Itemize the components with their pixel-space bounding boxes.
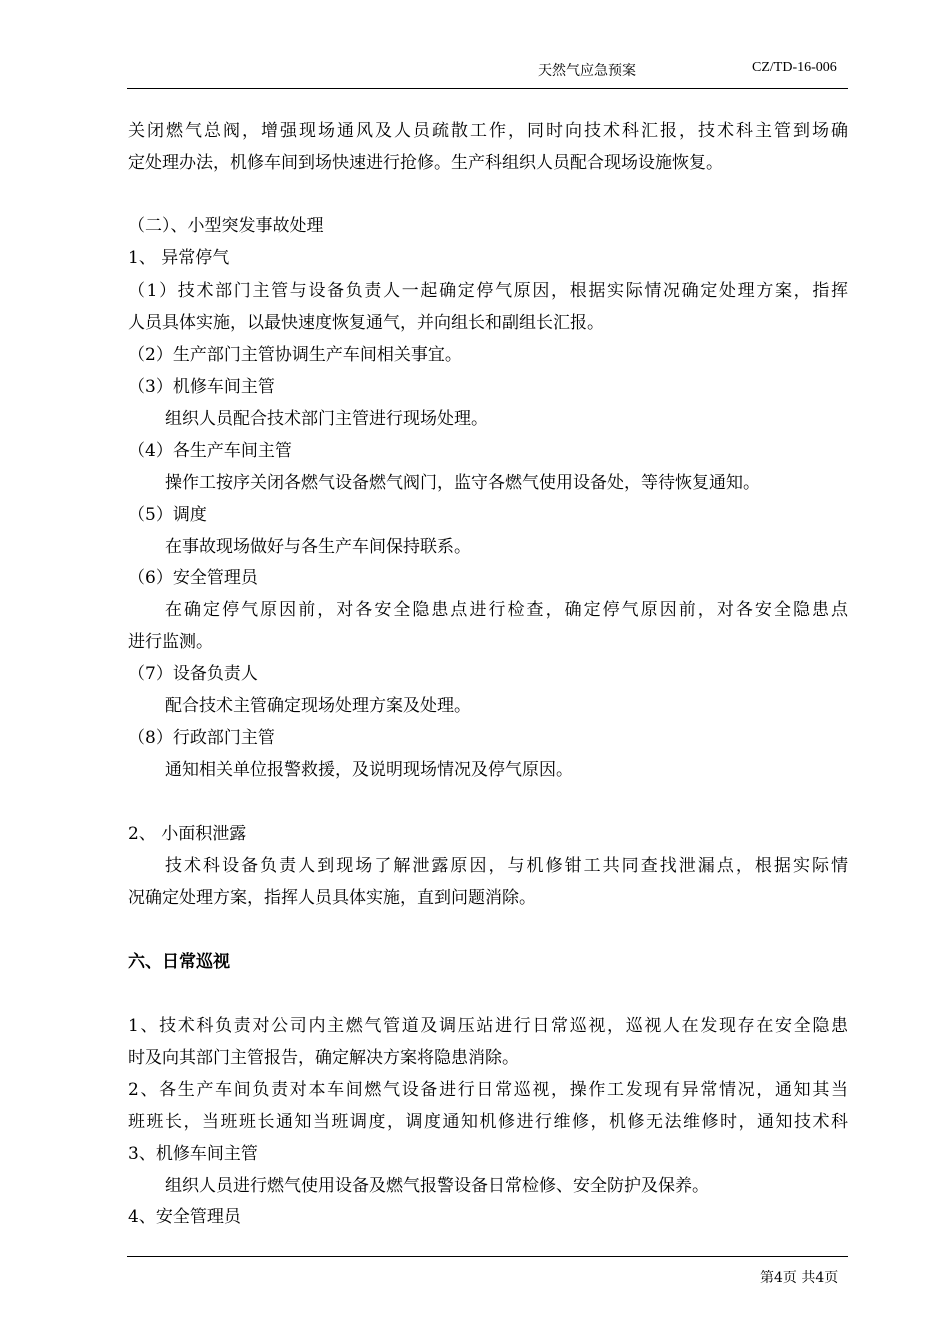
list-item: （8）行政部门主管 xyxy=(128,728,275,748)
paragraph-line: 组织人员配合技术部门主管进行现场处理。 xyxy=(165,409,488,429)
paragraph-line: 班班长，当班班长通知当班调度，调度通知机修进行维修，机修无法维修时，通知技术科 xyxy=(128,1112,848,1132)
list-item: 2、各生产车间负责对本车间燃气设备进行日常巡视，操作工发现有异常情况，通知其当 xyxy=(128,1080,848,1100)
list-item: （3）机修车间主管 xyxy=(128,377,275,397)
paragraph-line: 组织人员进行燃气使用设备及燃气报警设备日常检修、安全防护及保养。 xyxy=(165,1176,709,1196)
paragraph-line: 操作工按序关闭各燃气设备燃气阀门，监守各燃气使用设备处，等待恢复通知。 xyxy=(165,473,760,493)
paragraph-line: 技术科设备负责人到现场了解泄露原因，与机修钳工共同查找泄漏点，根据实际情 xyxy=(165,856,848,876)
list-item: 1、技术科负责对公司内主燃气管道及调压站进行日常巡视，巡视人在发现存在安全隐患 xyxy=(128,1016,848,1036)
paragraph-line: 况确定处理方案，指挥人员具体实施，直到问题消除。 xyxy=(128,888,536,908)
paragraph-line: 时及向其部门主管报告，确定解决方案将隐患消除。 xyxy=(128,1048,519,1068)
list-item: 4、安全管理员 xyxy=(128,1207,241,1227)
subsection-heading: 2、 小面积泄露 xyxy=(128,824,247,844)
paragraph-line: 定处理办法，机修车间到场快速进行抢修。生产科组织人员配合现场设施恢复。 xyxy=(128,153,723,173)
list-item: （7）设备负责人 xyxy=(128,664,258,684)
subsection-heading: 1、 异常停气 xyxy=(128,248,230,268)
header-rule xyxy=(127,88,848,89)
paragraph-line: 通知相关单位报警救援，及说明现场情况及停气原因。 xyxy=(165,760,573,780)
list-item: 3、机修车间主管 xyxy=(128,1144,258,1164)
paragraph-line: 在事故现场做好与各生产车间保持联系。 xyxy=(165,537,471,557)
list-item: （4）各生产车间主管 xyxy=(128,441,292,461)
paragraph-line: 关闭燃气总阀，增强现场通风及人员疏散工作，同时向技术科汇报，技术科主管到场确 xyxy=(128,121,848,141)
paragraph-line: 在确定停气原因前，对各安全隐患点进行检查，确定停气原因前，对各安全隐患点 xyxy=(165,600,848,620)
section-heading: 六、日常巡视 xyxy=(128,952,230,972)
list-item: （5）调度 xyxy=(128,505,207,525)
paragraph-line: 人员具体实施，以最快速度恢复通气，并向组长和副组长汇报。 xyxy=(128,313,604,333)
document-code: CZ/TD-16-006 xyxy=(752,60,837,75)
list-item: （2）生产部门主管协调生产车间相关事宜。 xyxy=(128,345,462,365)
list-item: （1）技术部门主管与设备负责人一起确定停气原因，根据实际情况确定处理方案，指挥 xyxy=(128,281,848,301)
section-heading: （二）、小型突发事故处理 xyxy=(128,216,324,236)
header-title: 天然气应急预案 xyxy=(538,63,636,79)
page-number: 第4页 共4页 xyxy=(760,1270,839,1286)
list-item: （6）安全管理员 xyxy=(128,568,258,588)
paragraph-line: 进行监测。 xyxy=(128,632,213,652)
footer-rule xyxy=(127,1256,848,1257)
paragraph-line: 配合技术主管确定现场处理方案及处理。 xyxy=(165,696,471,716)
